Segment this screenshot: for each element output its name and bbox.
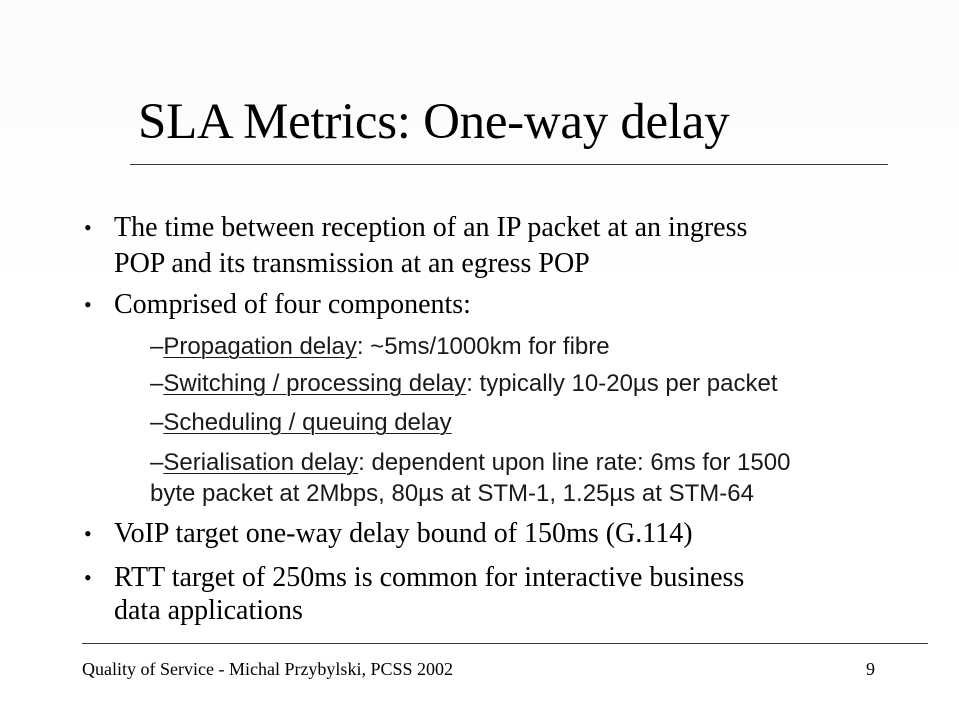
- sub-item-dash: –: [150, 370, 164, 397]
- bullet-2-line-1: Comprised of four components:: [114, 289, 471, 320]
- sub-item-term: Serialisation delay: [163, 449, 359, 476]
- bullet-4-line-1: RTT target of 250ms is common for interactive business: [114, 562, 745, 593]
- sub-item-serialisation-line-2: byte packet at 2Mbps, 80µs at STM-1, 1.25µs at STM-64: [150, 480, 754, 507]
- sub-item-rest: : typically 10-20µs per packet: [466, 370, 778, 397]
- sub-item-dash: –: [150, 333, 164, 360]
- slide-title: SLA Metrics: One-way delay: [138, 94, 730, 150]
- sub-item-serialisation: [150, 448, 790, 478]
- sub-item-rest: : ~5ms/1000km for fibre: [356, 333, 610, 360]
- page-number: 9: [866, 659, 875, 679]
- sub-item-scheduling: [150, 408, 452, 438]
- bullet-glyph: •: [84, 215, 92, 240]
- bullet-1-line-1: The time between reception of an IP packet at an ingress: [114, 212, 748, 243]
- bullet-glyph: •: [84, 521, 92, 546]
- sub-item-term: Switching / processing delay: [163, 370, 467, 397]
- bullet-3-line-1: VoIP target one-way delay bound of 150ms (G.114): [114, 518, 693, 549]
- sub-item-term: Propagation delay: [163, 333, 357, 360]
- sub-item-dash: –: [150, 409, 164, 436]
- sub-item-rest: : dependent upon line rate: 6ms for 1500: [358, 449, 791, 476]
- bullet-1-line-2: POP and its transmission at an egress POP: [114, 248, 590, 279]
- title-underline: [130, 164, 888, 165]
- sub-item-term: Scheduling / queuing delay: [163, 409, 452, 436]
- sub-item-propagation: [150, 332, 610, 362]
- footer-text: Quality of Service - Michal Przybylski, PCSS 2002: [82, 659, 453, 679]
- bullet-4-line-2: data applications: [114, 595, 303, 626]
- bullet-glyph: •: [84, 292, 92, 317]
- footer-rule: [82, 643, 928, 644]
- bullet-glyph: •: [84, 565, 92, 590]
- sub-item-switching: [150, 369, 778, 399]
- sub-item-dash: –: [150, 449, 164, 476]
